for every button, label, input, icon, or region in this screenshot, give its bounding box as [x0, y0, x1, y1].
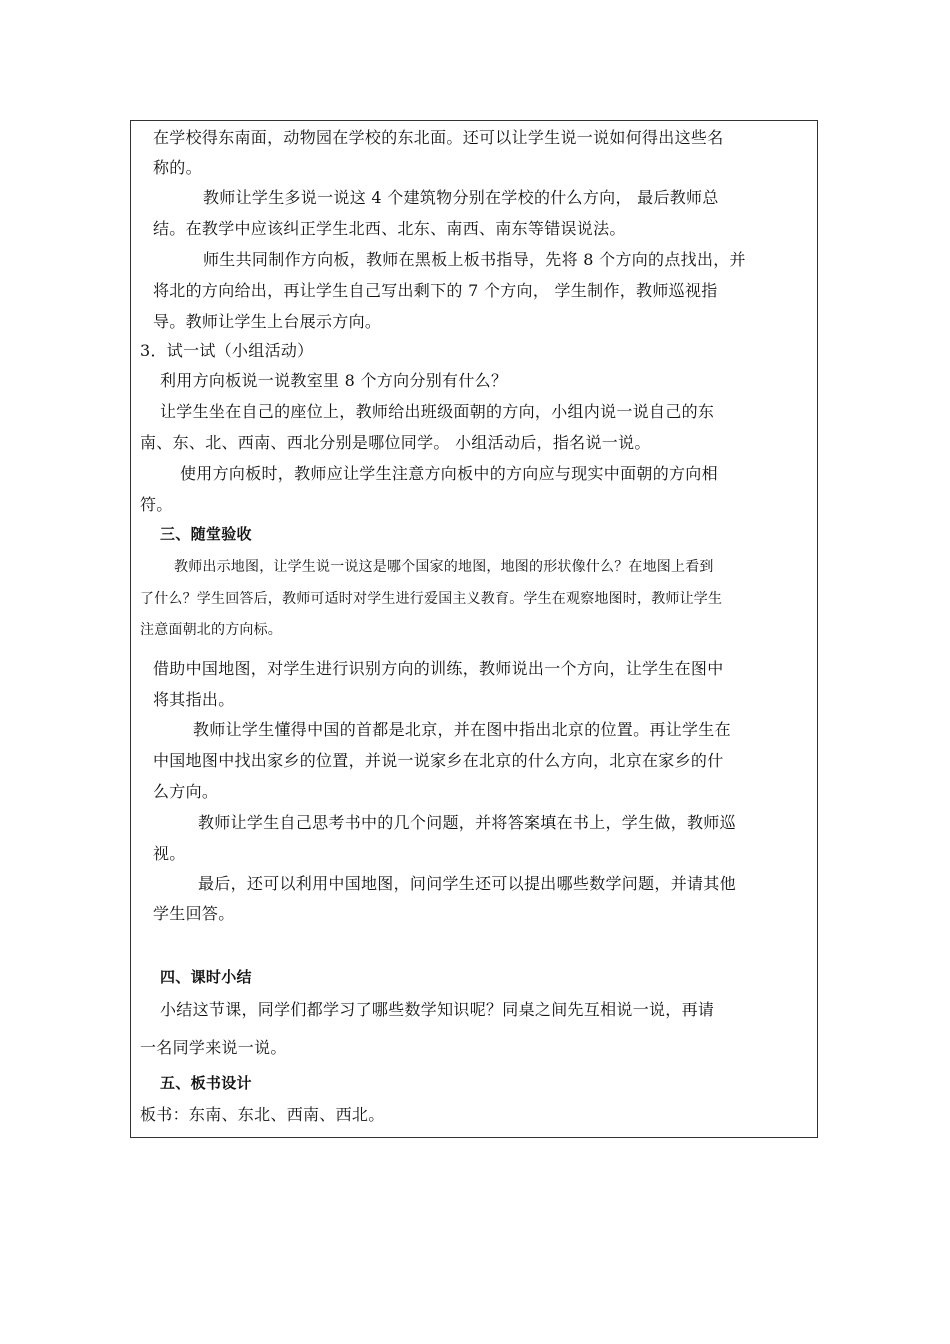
- subsection-heading: 3．试一试（小组活动）: [140, 341, 314, 360]
- text-line: 符。: [140, 495, 173, 514]
- text-line: 教师出示地图，让学生说一说这是哪个国家的地图，地图的形状像什么？在地图上看到: [174, 559, 714, 575]
- text-line: 让学生坐在自己的座位上，教师给出班级面朝的方向，小组内说一说自己的东: [160, 402, 715, 421]
- text-line: 教师让学生多说一说这 4 个建筑物分别在学校的什么方向， 最后教师总: [203, 188, 719, 207]
- text-line: 在学校得东南面，动物园在学校的东北面。还可以让学生说一说如何得出这些名: [153, 128, 724, 147]
- text-line: 师生共同制作方向板，教师在黑板上板书指导，先将 8 个方向的点找出，并: [203, 250, 746, 269]
- text-line: 小结这节课，同学们都学习了哪些数学知识呢？同桌之间先互相说一说，再请: [160, 1000, 715, 1019]
- text-line: 了什么？学生回答后，教师可适时对学生进行爱国主义教育。学生在观察地图时，教师让学生: [140, 591, 723, 607]
- section-heading: 三、随堂验收: [160, 525, 252, 543]
- text-line: 学生回答。: [153, 904, 235, 923]
- text-line: 教师让学生懂得中国的首都是北京，并在图中指出北京的位置。再让学生在: [193, 720, 731, 739]
- text-line: 注意面朝北的方向标。: [140, 622, 282, 638]
- text-line: 将其指出。: [153, 690, 235, 709]
- text-line: 一名同学来说一说。: [140, 1038, 287, 1057]
- text-line: 导。教师让学生上台展示方向。: [153, 312, 382, 331]
- section-heading: 五、板书设计: [160, 1074, 252, 1092]
- text-line: 称的。: [153, 158, 202, 177]
- text-line: 南、东、北、西南、西北分别是哪位同学。 小组活动后，指名说一说。: [140, 433, 651, 452]
- text-line: 将北的方向给出，再让学生自己写出剩下的 7 个方向， 学生制作，教师巡视指: [153, 281, 718, 300]
- text-line: 中国地图中找出家乡的位置，并说一说家乡在北京的什么方向，北京在家乡的什: [153, 751, 724, 770]
- text-line: 教师让学生自己思考书中的几个问题，并将答案填在书上，学生做，教师巡: [198, 813, 736, 832]
- text-line: 利用方向板说一说教室里 8 个方向分别有什么？: [160, 371, 508, 390]
- section-heading: 四、课时小结: [160, 968, 252, 986]
- text-line: 么方向。: [153, 782, 219, 801]
- text-line: 使用方向板时，教师应让学生注意方向板中的方向应与现实中面朝的方向相: [180, 464, 718, 483]
- text-line: 借助中国地图，对学生进行识别方向的训练，教师说出一个方向，让学生在图中: [153, 659, 724, 678]
- text-line: 最后，还可以利用中国地图，问问学生还可以提出哪些数学问题，并请其他: [198, 874, 736, 893]
- text-line: 结。在教学中应该纠正学生北西、北东、南西、南东等错误说法。: [153, 219, 626, 238]
- text-line: 视。: [153, 844, 186, 863]
- text-line: 板书：东南、东北、西南、西北。: [140, 1105, 385, 1124]
